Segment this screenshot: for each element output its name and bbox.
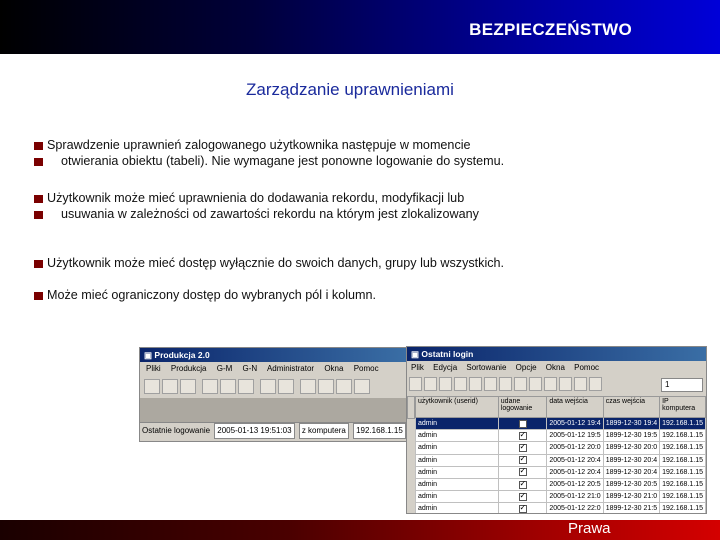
table-row[interactable]: admin ✓ 2005-01-12 20:4 1899-12-30 20:4 192.168.1.15 <box>416 466 706 478</box>
bullet-square-icon <box>34 195 43 203</box>
table-row[interactable]: admin 2005-01-12 19:4 1899-12-30 19:4 192.168.1.15 <box>416 418 706 430</box>
menu-opcje[interactable]: Opcje <box>515 363 537 372</box>
search-icon[interactable] <box>439 377 452 391</box>
success-checkbox[interactable] <box>519 420 527 428</box>
preview-icon[interactable] <box>424 377 437 391</box>
success-checkbox[interactable] <box>519 468 527 476</box>
bullet-3: Użytkownik może mieć dostęp wyłącznie do swoich danych, grupy lub wszystkich. <box>34 255 594 271</box>
col-user[interactable]: użytkownik (userid) <box>416 397 499 418</box>
menu-produkcja[interactable]: Produkcja <box>170 364 207 373</box>
status-bar <box>140 422 406 438</box>
menu-g-m[interactable]: G-M <box>216 364 233 373</box>
table-row[interactable]: admin ✓ 2005-01-12 20:5 1899-12-30 20:5 192.168.1.15 <box>416 478 706 490</box>
export-icon[interactable] <box>544 377 557 391</box>
table-row[interactable]: admin ✓ 2005-01-12 22:0 1899-12-30 21:5 192.168.1.15 <box>416 503 706 514</box>
menu-pomoc[interactable]: Pomoc <box>353 364 379 373</box>
sort-icon[interactable] <box>484 377 497 391</box>
bullet-1-line-2: otwierania obiektu (tabeli). Nie wymagane jest ponowne logowanie do systemu. <box>34 153 594 169</box>
window-titlebar: ▣ Produkcja 2.0 <box>140 348 406 362</box>
header-bar <box>0 0 720 54</box>
save-icon[interactable] <box>454 377 467 391</box>
table-row[interactable]: admin ✓ 2005-01-12 19:5 1899-12-30 19:5 192.168.1.15 <box>416 430 706 442</box>
bullet-square-icon <box>34 260 43 268</box>
table-row[interactable]: admin ✓ 2005-01-12 20:4 1899-12-30 20:4 192.168.1.15 <box>416 454 706 466</box>
from-computer-label: z komputera <box>299 423 349 439</box>
bullet-square-icon <box>34 142 43 150</box>
record-number-input[interactable]: 1 <box>661 378 703 392</box>
footer-bar <box>0 520 720 540</box>
col-success[interactable]: udane logowanie <box>498 397 547 418</box>
success-checkbox[interactable] <box>519 481 527 489</box>
col-date[interactable]: data wejścia <box>547 397 603 418</box>
menu-g-n[interactable]: G-N <box>242 364 258 373</box>
bullet-square-icon <box>34 158 43 166</box>
last-login-value: 2005-01-13 19:51:03 <box>214 423 294 439</box>
prev-record-icon[interactable] <box>589 377 602 391</box>
workspace <box>140 398 406 422</box>
menu-edycja[interactable]: Edycja <box>433 363 458 372</box>
menu-plik[interactable]: Plik <box>411 363 424 372</box>
menu-administrator[interactable]: Administrator <box>266 364 315 373</box>
printer-icon[interactable] <box>260 379 276 394</box>
bullet-square-icon <box>34 292 43 300</box>
slide-title: BEZPIECZEŃSTWO <box>469 20 632 39</box>
footer-label: Prawa <box>568 520 611 537</box>
toolbar <box>407 374 706 396</box>
toolbar <box>140 376 406 398</box>
slide-subtitle: Zarządzanie uprawnieniami <box>246 80 454 99</box>
bullet-4: Może mieć ograniczony dostęp do wybranych pól i kolumn. <box>34 287 594 303</box>
truck-icon[interactable] <box>238 379 254 394</box>
from-computer-value: 192.168.1.15 <box>353 423 406 439</box>
options-icon[interactable] <box>499 377 512 391</box>
zk-icon[interactable] <box>336 379 352 394</box>
print-icon[interactable] <box>409 377 422 391</box>
menu-pliki[interactable]: Pliki <box>146 364 161 373</box>
success-checkbox[interactable] <box>519 432 527 440</box>
bullet-2-line-2: usuwania w zależności od zawartości rekordu na którym jest zlokalizowany <box>34 206 594 222</box>
sql-icon[interactable] <box>514 377 527 391</box>
produkcja-window <box>139 347 407 442</box>
filter-icon[interactable] <box>469 377 482 391</box>
settings-icon[interactable] <box>180 379 196 394</box>
grid-icon[interactable] <box>529 377 542 391</box>
bullet-2-line-1: Użytkownik może mieć uprawnienia do dodawania rekordu, modyfikacji lub <box>34 190 594 206</box>
menu-bar <box>140 362 406 376</box>
bullet-1-line-1: Sprawdzenie uprawnień zalogowanego użytkownika następuje w momencie <box>34 137 594 153</box>
calc-icon[interactable] <box>354 379 370 394</box>
report-icon[interactable] <box>278 379 294 394</box>
menu-bar <box>407 361 706 374</box>
login-table <box>415 396 706 514</box>
menu-okna[interactable]: Okna <box>324 364 344 373</box>
bullet-square-icon <box>34 211 43 219</box>
row-headers <box>407 396 415 419</box>
table-row[interactable]: admin ✓ 2005-01-12 21:0 1899-12-30 21:0 192.168.1.15 <box>416 491 706 503</box>
open-icon[interactable] <box>144 379 160 394</box>
success-checkbox[interactable] <box>519 505 527 513</box>
product-icon[interactable] <box>162 379 178 394</box>
success-checkbox[interactable] <box>519 456 527 464</box>
menu-pomoc[interactable]: Pomoc <box>574 363 600 372</box>
ts-icon[interactable] <box>300 379 316 394</box>
success-checkbox[interactable] <box>519 493 527 501</box>
col-time[interactable]: czas wejścia <box>603 397 659 418</box>
last-login-label: Ostatnie logowanie <box>142 426 211 435</box>
ok-icon[interactable] <box>559 377 572 391</box>
letter-icon[interactable] <box>202 379 218 394</box>
menu-sortowanie[interactable]: Sortowanie <box>466 363 507 372</box>
house-icon[interactable] <box>220 379 236 394</box>
col-ip[interactable]: IP komputera <box>660 397 706 418</box>
table-row[interactable]: admin ✓ 2005-01-12 20:0 1899-12-30 20:0 192.168.1.15 <box>416 442 706 454</box>
window-titlebar: ▣ Ostatni login <box>407 347 706 361</box>
success-checkbox[interactable] <box>519 444 527 452</box>
bullet-list <box>34 137 594 303</box>
menu-okna[interactable]: Okna <box>545 363 565 372</box>
first-record-icon[interactable] <box>574 377 587 391</box>
grid-icon[interactable] <box>318 379 334 394</box>
ostatni-login-window <box>406 346 707 514</box>
